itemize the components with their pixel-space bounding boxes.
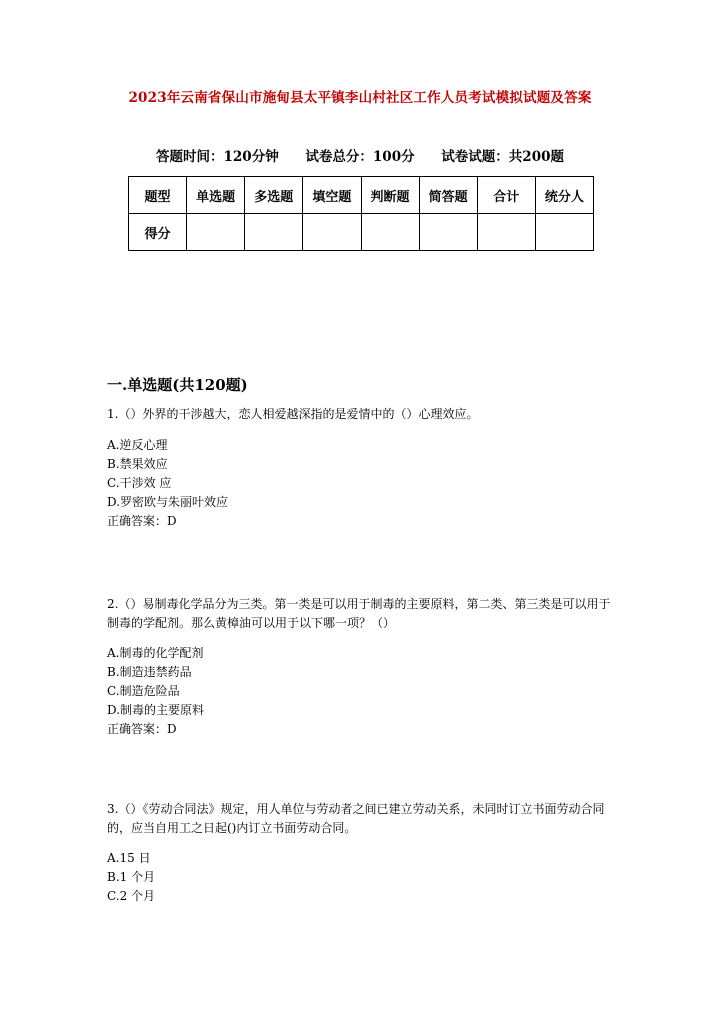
option-a: A.制毒的化学配剂	[107, 646, 204, 660]
header-cell: 简答题	[419, 177, 477, 214]
question-stem: 3.（）《劳动合同法》规定，用人单位与劳动者之间已建立劳动关系，未同时订立书面劳动合同的，应当自用工之日起()内订立书面劳动合同。	[107, 802, 605, 835]
document-title: 2023年云南省保山市施甸县太平镇李山村社区工作人员考试模拟试题及答案	[128, 90, 592, 106]
option-c: C.干涉效 应	[107, 475, 172, 490]
exam-question-count: 试卷试题：共200题	[441, 149, 564, 165]
option-d: D.制毒的主要原料	[107, 703, 205, 717]
option-list	[107, 436, 617, 531]
question-3	[107, 800, 617, 906]
header-cell: 多选题	[245, 177, 303, 214]
score-cell	[419, 214, 477, 251]
score-cell	[187, 214, 245, 251]
question-2	[107, 595, 617, 739]
correct-answer: 正确答案：D	[107, 722, 177, 736]
option-b: B.1 个月	[107, 870, 156, 884]
question-1	[107, 405, 617, 531]
header-cell: 单选题	[187, 177, 245, 214]
exam-meta	[0, 145, 720, 165]
option-b: B.制造违禁药品	[107, 665, 192, 679]
score-cell	[535, 214, 593, 251]
score-table-score-row	[129, 214, 594, 251]
score-cell	[303, 214, 361, 251]
header-cell: 统分人	[535, 177, 593, 214]
option-c: C.2 个月	[107, 889, 156, 903]
score-cell	[477, 214, 535, 251]
option-d: D.罗密欧与朱丽叶效应	[107, 494, 229, 509]
exam-total-score: 试卷总分：100分	[305, 149, 415, 165]
header-cell: 填空题	[303, 177, 361, 214]
section-title: 一.单选题(共120题)	[107, 376, 248, 394]
header-cell: 题型	[129, 177, 187, 214]
option-c: C.制造危险品	[107, 684, 180, 698]
header-cell: 合计	[477, 177, 535, 214]
correct-answer: 正确答案：D	[107, 513, 177, 528]
score-table	[128, 176, 594, 251]
score-cell	[245, 214, 303, 251]
score-cell	[361, 214, 419, 251]
option-a: A.15 日	[107, 851, 151, 865]
exam-time: 答题时间：120分钟	[156, 149, 279, 165]
option-b: B.禁果效应	[107, 456, 168, 471]
row-label-cell: 得分	[129, 214, 187, 251]
option-a: A.逆反心理	[107, 437, 168, 452]
question-stem: 2.（）易制毒化学品分为三类。第一类是可以用于制毒的主要原料，第二类、第三类是可以用于制毒的学配剂。那么黄樟油可以用于以下哪一项？（）	[107, 597, 611, 630]
score-table-header-row	[129, 177, 594, 214]
option-list	[107, 644, 617, 739]
question-stem: 1.（）外界的干涉越大，恋人相爱越深指的是爱情中的（）心理效应。	[107, 407, 479, 421]
option-list	[107, 849, 617, 906]
header-cell: 判断题	[361, 177, 419, 214]
